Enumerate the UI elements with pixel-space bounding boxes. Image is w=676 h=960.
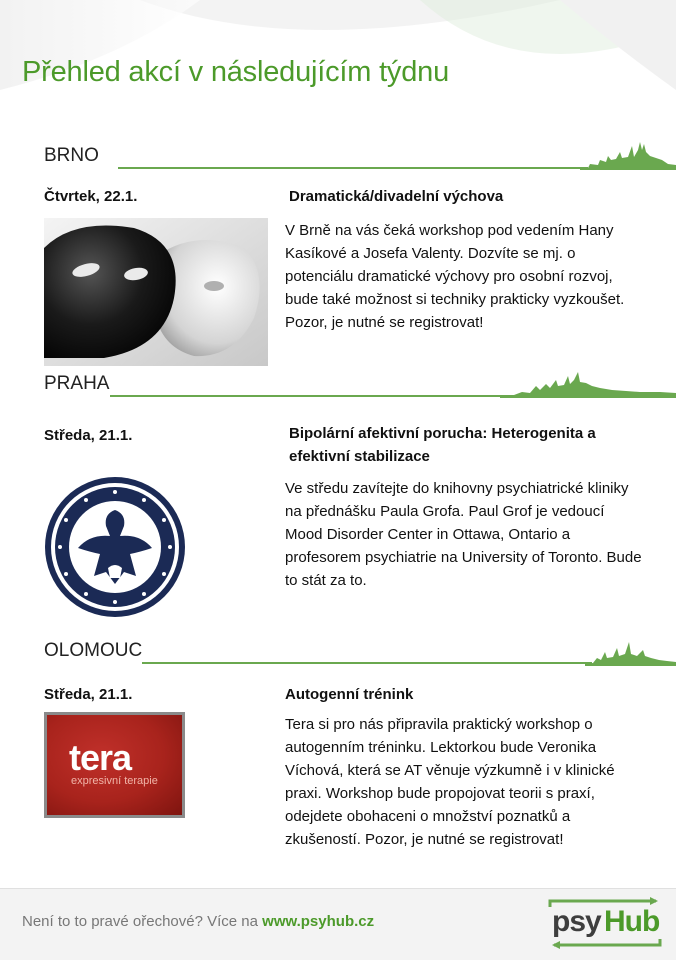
logo-text-hub: Hub — [604, 905, 660, 938]
section-divider — [118, 167, 588, 169]
event-title: Dramatická/divadelní výchova — [289, 188, 504, 205]
event-description: V Brně na vás čeká workshop pod vedením Hany Kasíkové a Josefa Valenty. Dozvíte se mj. o potenciálu dramatické výchovy pro osobní rozvoj, bude také možnost si techniky prakticky vyzkoušet. Pozor, je nutné se registrovat! — [285, 222, 625, 331]
section-divider — [142, 662, 592, 664]
psyhub-logo[interactable] — [546, 897, 664, 949]
logo-text-psy: psy — [552, 905, 601, 938]
event-date: Čtvrtek, 22.1. — [44, 188, 138, 205]
city-heading-brno: BRNO — [44, 145, 99, 166]
event-title: Autogenní trénink — [285, 686, 414, 703]
event-title: Bipolární afektivní porucha: Heterogenita a efektivní stabilizace — [289, 425, 596, 465]
tera-tagline-text: expresivní terapie — [71, 775, 158, 787]
city-skyline-icon — [585, 636, 676, 666]
footer — [0, 888, 676, 960]
page-title: Přehled akcí v následujícím týdnu — [22, 56, 450, 88]
footer-message: Není to to pravé ořechové? Více na — [22, 913, 263, 930]
tera-logo — [44, 712, 185, 818]
event-date: Středa, 21.1. — [44, 427, 133, 444]
city-skyline-icon — [500, 366, 676, 398]
tera-brand-text: tera — [69, 737, 132, 778]
event-description: Tera si pro nás připravila praktický workshop o autogenním tréninku. Lektorkou bude Veronika Víchová, která se AT věnuje výzkumně i v klinické praxi. Workshop bude propojovat teorii s praxí, odejdete obohaceni o množství poznatků a zkušeností. Pozor, je nutné se registrovat! — [285, 716, 615, 848]
city-heading-olomouc: OLOMOUC — [44, 640, 143, 661]
college-seal-pelican — [44, 476, 186, 618]
theatre-masks-photo — [44, 218, 268, 366]
city-heading-praha: PRAHA — [44, 373, 110, 394]
event-description: Ve středu zavítejte do knihovny psychiatrické kliniky na přednášku Paula Grofa. Paul Grof je vedoucí Mood Disorder Center in Ottawa, Ontario a profesorem psychiatrie na University of Toronto. Bude to stát za to. — [285, 480, 642, 589]
footer-website-link[interactable]: www.psyhub.cz — [262, 913, 375, 930]
footer-text — [22, 913, 374, 930]
event-date: Středa, 21.1. — [44, 686, 133, 703]
city-skyline-icon — [580, 138, 676, 170]
